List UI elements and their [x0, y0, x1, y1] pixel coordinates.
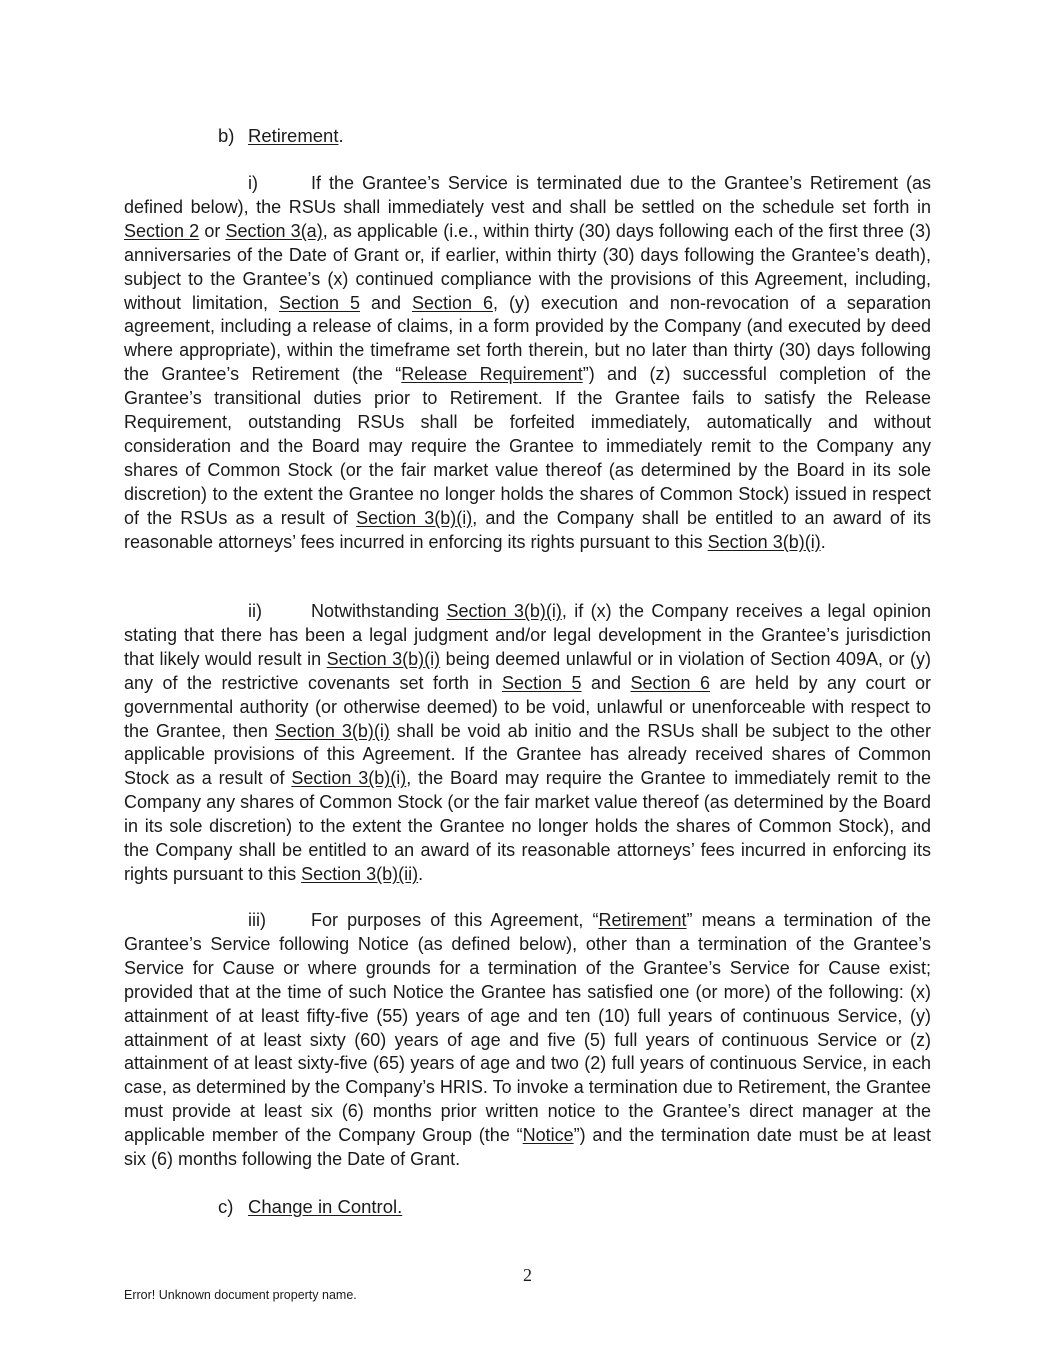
section-reference[interactable]: Section 3(b)(i): [274, 720, 390, 741]
heading-retirement: [218, 124, 344, 148]
defined-term: Notice: [522, 1125, 574, 1146]
heading-title: Retirement: [248, 125, 339, 146]
section-reference[interactable]: Section 2: [124, 220, 200, 241]
paragraph-retirement-ii: ii) Notwithstanding Section 3(b)(i), if (x) the Company receives a legal opinion stating that there has been a legal judgment and/or legal development in the Grantee’s jurisdiction that likely would result in Section 3(b)(i) being deemed unlawful or in violation of Section 409A, or (y) any of the restrictive covenants set forth in Section 5 and Section 6 are held by any court or governmental authority (or otherwise deemed) to be void, unlawful or unenforceable with respect to the Grantee, then Section 3(b)(i) shall be void ab initio and the RSUs shall be subject to the other applicable provisions of this Agreement. If the Grantee has already received shares of Common Stock as a result of Section 3(b)(i), the Board may require the Grantee to immediately remit to the Company any shares of Common Stock (or the fair market value thereof (as determined by the Board in its sole discretion) to the extent the Grantee no longer holds the shares of Common Stock), and the Company shall be entitled to an award of its reasonable attorneys’ fees incurred in enforcing its rights pursuant to this Section 3(b)(ii).: [124, 601, 932, 884]
heading-label: c): [218, 1196, 234, 1217]
defined-term: Retirement: [598, 910, 687, 930]
section-reference[interactable]: Section 5: [501, 672, 582, 693]
section-reference[interactable]: Section 3(a): [225, 220, 323, 241]
footer-text: Error! Unknown document property name.: [124, 1288, 357, 1302]
section-reference[interactable]: Section 3(b)(i): [446, 601, 562, 621]
section-reference[interactable]: Section 3(b)(i): [356, 507, 473, 528]
section-reference[interactable]: Section 3(b)(i): [291, 768, 407, 789]
section-reference[interactable]: Section 3(b)(ii): [301, 863, 419, 884]
paragraph-number: iii): [248, 910, 266, 930]
heading-punct: .: [338, 125, 344, 146]
heading-label: b): [218, 125, 235, 146]
heading-change-in-control: [218, 1195, 402, 1219]
section-reference[interactable]: Section 5: [279, 292, 361, 313]
page-number: 2: [523, 1265, 532, 1285]
section-reference[interactable]: Section 6: [411, 292, 493, 313]
section-reference[interactable]: Section 3(b)(i): [326, 648, 441, 669]
defined-term: Release Requirement: [401, 364, 583, 385]
heading-title: Change in Control.: [248, 1196, 403, 1217]
paragraph-retirement-iii: iii) For purposes of this Agreement, “Retirement” means a termination of the Grantee’s Service following Notice (as defined below), other than a termination of the Grantee’s Service for Cause or where grounds for a termination of the Grantee’s Service for Cause exist; provided that at the time of such Notice the Grantee has satisfied one (or more) of the following: (x) attainment of at least fifty-five (55) years of age and ten (10) full years of continuous Service, (y) attainment of at least sixty (60) years of age and five (5) full years of continuous Service or (z) attainment of at least sixty-five (65) years of age and two (2) full years of continuous Service, in each case, as determined by the Company’s HRIS. To invoke a termination due to Retirement, the Grantee must provide at least six (6) months prior written notice to the Grantee’s direct manager at the applicable member of the Company Group (the “Notice”) and the termination date must be at least six (6) months following the Date of Grant.: [124, 910, 932, 1170]
paragraph-retirement-i: i) If the Grantee’s Service is terminated due to the Grantee’s Retirement (as defined below), the RSUs shall immediately vest and shall be settled on the schedule set forth in Section 2 or Section 3(a), as applicable (i.e., within thirty (30) days following each of the first three (3) anniversaries of the Date of Grant or, if earlier, within thirty (30) days following the Grantee’s death), subject to the Grantee’s (x) continued compliance with the provisions of this Agreement, including, without limitation, Section 5 and Section 6, (y) execution and non-revocation of a separation agreement, including a release of claims, in a form provided by the Company (and executed by deed where appropriate), within the timeframe set forth therein, but no later than thirty (30) days following the Grantee’s Retirement (the “Release Requirement”) and (z) successful completion of the Grantee’s transitional duties prior to Retirement. If the Grantee fails to satisfy the Release Requirement, outstanding RSUs shall be forfeited immediately, automatically and without consideration and the Board may require the Grantee to immediately remit to the Company any shares of Common Stock (or the fair market value thereof (as determined by the Board in its sole discretion) to the extent the Grantee no longer holds the shares of Common Stock) issued in respect of the RSUs as a result of Section 3(b)(i), and the Company shall be entitled to an award of its reasonable attorneys’ fees incurred in enforcing its rights pursuant to this Section 3(b)(i).: [124, 173, 932, 552]
section-reference[interactable]: Section 3(b)(i): [707, 531, 821, 552]
section-reference[interactable]: Section 6: [630, 672, 711, 693]
paragraph-number: ii): [248, 601, 262, 621]
paragraph-number: i): [248, 173, 258, 193]
